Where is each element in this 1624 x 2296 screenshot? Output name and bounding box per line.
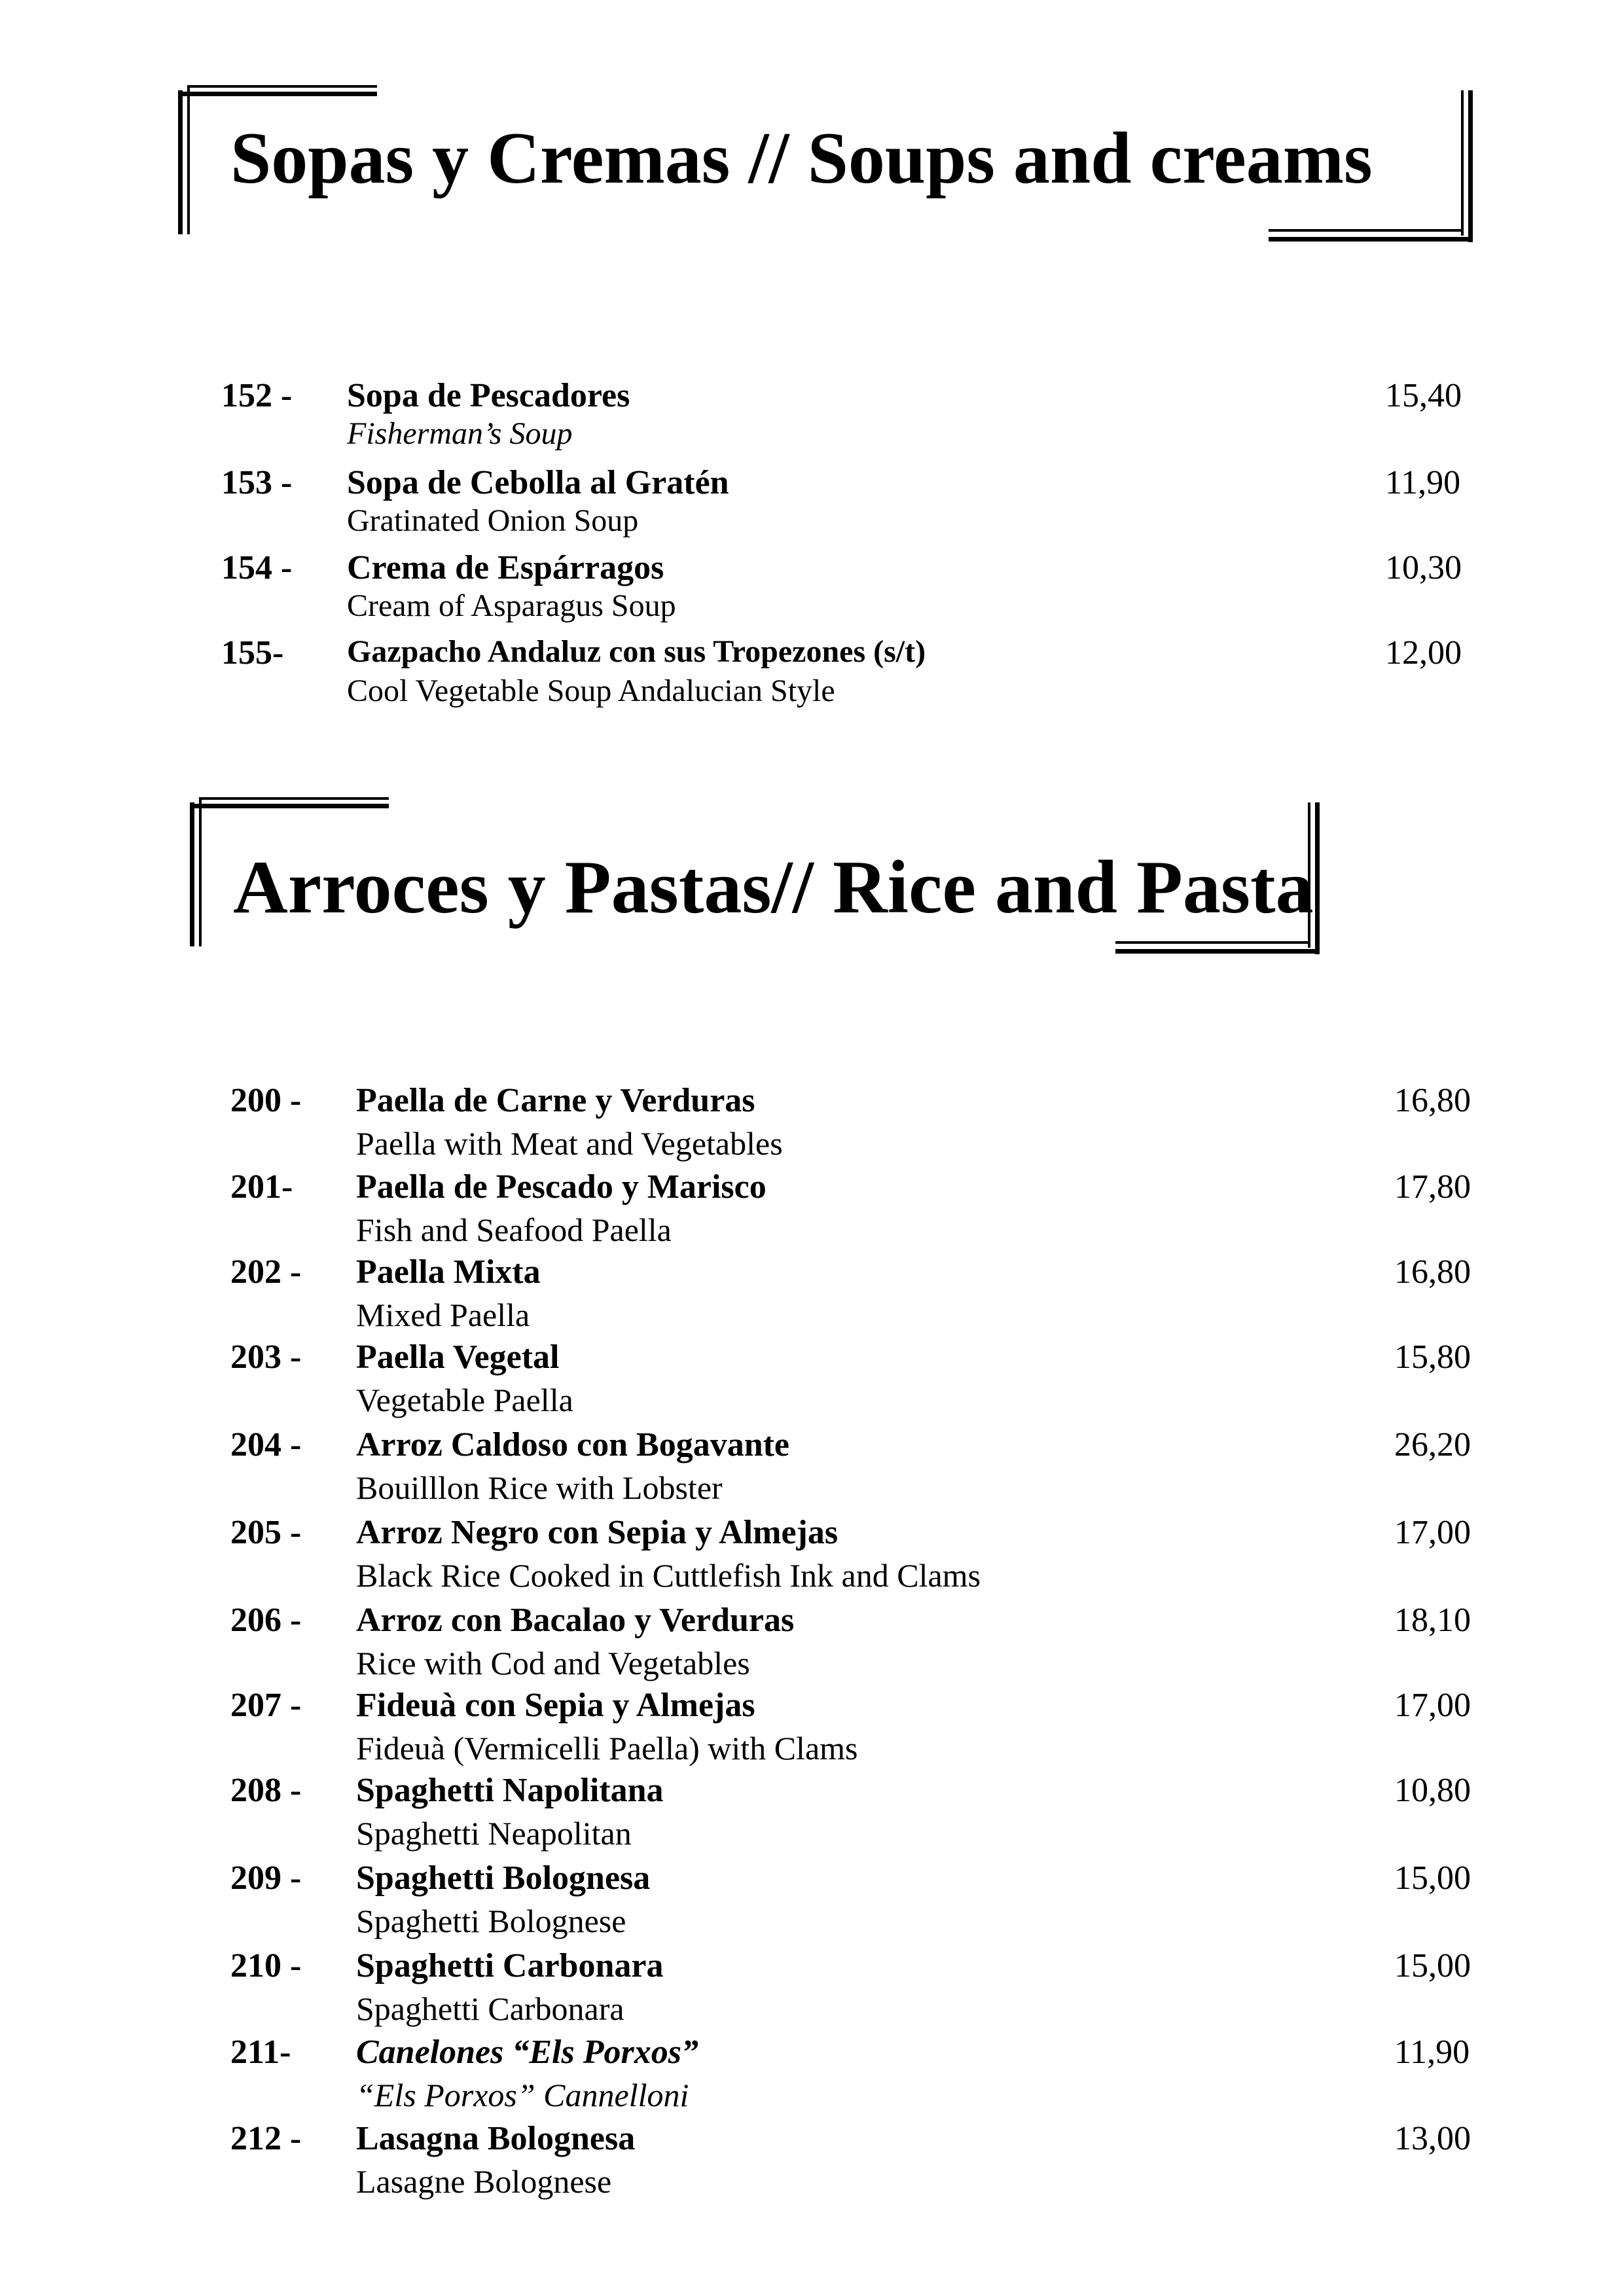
item-name-spanish: Gazpacho Andaluz con sus Tropezones (s/t)	[347, 634, 926, 669]
menu-item	[221, 548, 1624, 634]
menu-item	[230, 1513, 1624, 1598]
item-name-spanish: Paella de Pescado y Marisco	[356, 1168, 767, 1206]
menu-item	[230, 1601, 1624, 1686]
item-price: 11,90	[1385, 464, 1461, 501]
frame-line	[190, 804, 389, 808]
frame-line	[187, 85, 377, 88]
frame-line	[1269, 237, 1473, 242]
item-name-spanish: Arroz Negro con Sepia y Almejas	[356, 1514, 839, 1551]
section-title: Arroces y Pastas// Rice and Pasta	[233, 846, 1314, 929]
item-name-english: Rice with Cod and Vegetables	[356, 1645, 750, 1681]
item-number: 152 -	[221, 377, 293, 414]
item-number: 212 -	[230, 2120, 302, 2157]
menu-item	[230, 1253, 1624, 1338]
item-name-english: Gratinated Onion Soup	[347, 503, 639, 538]
menu-item	[221, 463, 1624, 548]
item-name-spanish: Paella Vegetal	[356, 1338, 560, 1376]
frame-line	[190, 802, 194, 946]
item-name-spanish: Canelones “Els Porxos”	[356, 2034, 698, 2071]
item-name-english: Spaghetti Bolognese	[356, 1903, 626, 1939]
item-number: 210 -	[230, 1947, 302, 1984]
item-name-english: Fisherman’s Soup	[347, 416, 573, 451]
item-price: 16,80	[1394, 1082, 1471, 1119]
item-price: 13,00	[1394, 2120, 1471, 2157]
item-name-english: Mixed Paella	[356, 1297, 530, 1333]
item-name-english: Paella with Meat and Vegetables	[356, 1125, 783, 1162]
item-number: 153 -	[221, 464, 293, 501]
item-name-spanish: Arroz con Bacalao y Verduras	[356, 1602, 795, 1639]
item-name-english: Spaghetti Carbonara	[356, 1990, 624, 2027]
frame-line	[178, 90, 183, 234]
item-price: 11,90	[1394, 2034, 1470, 2071]
item-price: 16,80	[1394, 1253, 1471, 1291]
item-name-english: Black Rice Cooked in Cuttlefish Ink and Clams	[356, 1557, 981, 1594]
item-name-spanish: Crema de Espárragos	[347, 549, 664, 586]
item-number: 203 -	[230, 1338, 302, 1376]
item-name-spanish: Spaghetti Carbonara	[356, 1947, 664, 1984]
item-price: 15,00	[1394, 1947, 1471, 1984]
item-number: 202 -	[230, 1253, 302, 1291]
menu-item	[230, 2033, 1624, 2118]
item-price: 10,80	[1394, 1772, 1471, 1809]
frame-line	[199, 797, 202, 946]
item-price: 17,00	[1394, 1687, 1471, 1724]
item-number: 204 -	[230, 1426, 302, 1463]
item-price: 15,40	[1385, 377, 1462, 414]
item-name-english: Cream of Asparagus Soup	[347, 588, 676, 623]
item-name-spanish: Sopa de Pescadores	[347, 377, 630, 414]
frame-line	[1269, 229, 1464, 232]
item-price: 15,00	[1394, 1859, 1471, 1897]
item-price: 12,00	[1385, 634, 1462, 672]
item-number: 205 -	[230, 1514, 302, 1551]
item-price: 26,20	[1394, 1426, 1471, 1463]
item-name-spanish: Paella Mixta	[356, 1253, 541, 1291]
item-name-english: Lasagne Bolognese	[356, 2163, 612, 2200]
frame-line	[1468, 90, 1473, 242]
item-name-spanish: Spaghetti Napolitana	[356, 1772, 664, 1809]
item-price: 17,80	[1394, 1168, 1471, 1206]
item-name-english: Fideuà (Vermicelli Paella) with Clams	[356, 1730, 858, 1767]
menu-item	[230, 2119, 1624, 2204]
item-name-english: Bouilllon Rice with Lobster	[356, 1469, 723, 1506]
menu-item	[230, 1686, 1624, 1771]
frame-line	[199, 797, 389, 800]
item-name-spanish: Sopa de Cebolla al Gratén	[347, 464, 729, 501]
menu-item	[230, 1081, 1624, 1166]
item-price: 18,10	[1394, 1602, 1471, 1639]
item-number: 209 -	[230, 1859, 302, 1897]
item-number: 208 -	[230, 1772, 302, 1809]
item-name-spanish: Fideuà con Sepia y Almejas	[356, 1687, 755, 1724]
section-title: Sopas y Cremas // Soups and creams	[230, 118, 1373, 199]
frame-line	[1461, 90, 1464, 236]
item-name-spanish: Lasagna Bolognesa	[356, 2120, 636, 2157]
item-number: 201-	[230, 1168, 293, 1206]
menu-item	[230, 1946, 1624, 2032]
menu-item	[230, 1859, 1624, 1944]
frame-line	[1315, 802, 1320, 954]
item-name-english: Vegetable Paella	[356, 1382, 573, 1418]
item-number: 211-	[230, 2034, 291, 2071]
menu-item	[230, 1771, 1624, 1856]
frame-line	[1115, 949, 1320, 954]
item-name-spanish: Arroz Caldoso con Bogavante	[356, 1426, 790, 1463]
item-number: 155-	[221, 634, 284, 672]
item-name-spanish: Spaghetti Bolognesa	[356, 1859, 651, 1897]
item-name-english: “Els Porxos” Cannelloni	[356, 2077, 689, 2113]
menu-item	[230, 1426, 1624, 1511]
item-number: 200 -	[230, 1082, 302, 1119]
item-number: 154 -	[221, 549, 293, 586]
item-number: 206 -	[230, 1602, 302, 1639]
menu-item	[230, 1168, 1624, 1253]
item-price: 10,30	[1385, 549, 1462, 586]
item-number: 207 -	[230, 1687, 302, 1724]
item-price: 15,80	[1394, 1338, 1471, 1376]
menu-item	[221, 634, 1624, 719]
frame-line	[178, 92, 377, 96]
item-price: 17,00	[1394, 1514, 1471, 1551]
menu-item	[221, 376, 1624, 461]
item-name-english: Cool Vegetable Soup Andalucian Style	[347, 673, 835, 708]
item-name-english: Spaghetti Neapolitan	[356, 1815, 632, 1852]
item-name-spanish: Paella de Carne y Verduras	[356, 1082, 755, 1119]
item-name-english: Fish and Seafood Paella	[356, 1211, 672, 1248]
frame-line	[1115, 941, 1310, 944]
frame-line	[187, 85, 190, 234]
menu-item	[230, 1338, 1624, 1423]
